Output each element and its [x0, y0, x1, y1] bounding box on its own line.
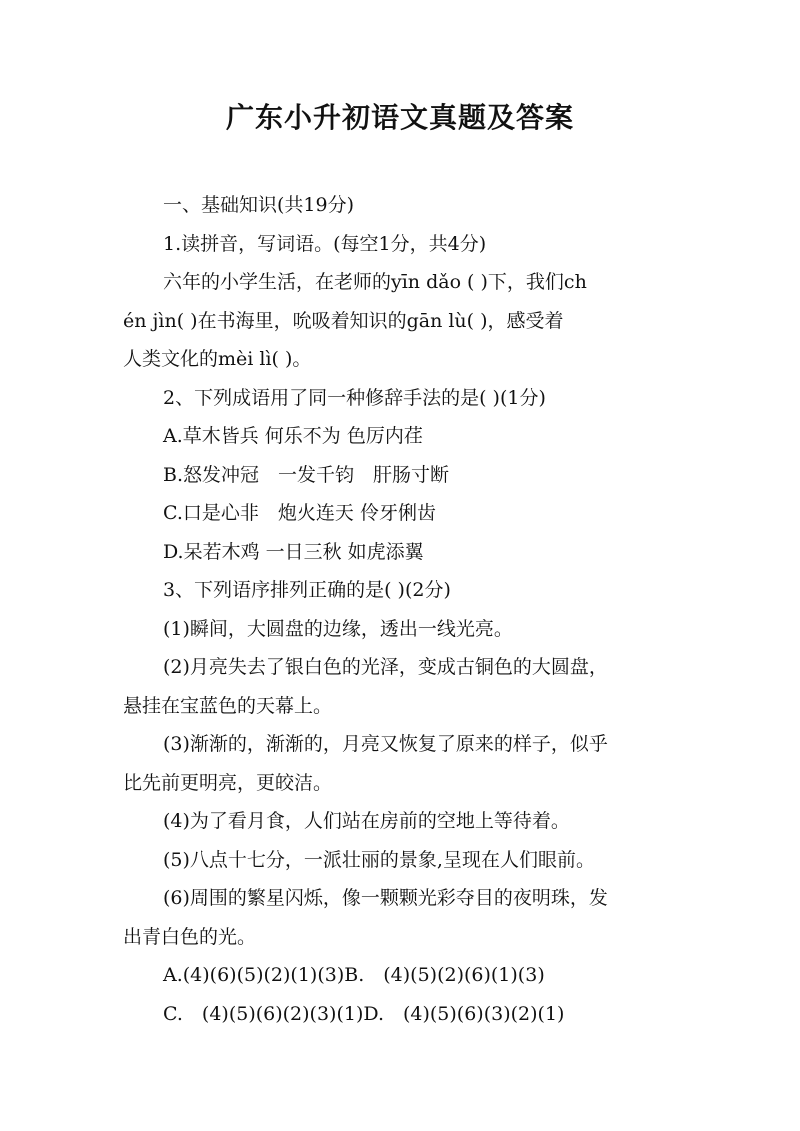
text-line: A.草木皆兵 何乐不为 色厉内荏	[163, 425, 423, 447]
section-heading-basics	[123, 186, 679, 225]
question-2	[123, 379, 679, 418]
text-line: én jìn( )在书海里，吮吸着知识的gān lù( )，感受着	[123, 309, 564, 332]
text-line: 一、基础知识(共19分)	[163, 194, 355, 216]
page-title: 广东小升初语文真题及答案	[225, 101, 574, 134]
question-1	[123, 225, 679, 264]
text-line: C.口是心非 炮火连天 伶牙俐齿	[163, 502, 436, 524]
sentence-6	[123, 879, 679, 956]
sentence-2	[123, 648, 679, 725]
sentence-1	[123, 610, 679, 649]
question-1-passage	[123, 263, 679, 379]
text-line: (3)渐渐的，渐渐的，月亮又恢复了原来的样子，似乎	[163, 733, 608, 755]
text-line: 1.读拼音，写词语。(每空1分，共4分)	[163, 232, 487, 255]
sentence-3	[123, 725, 679, 802]
text-line: 人类文化的mèi lì( )。	[123, 348, 312, 370]
option-a	[123, 417, 679, 456]
option-d	[123, 533, 679, 572]
option-c	[123, 494, 679, 533]
document-body	[123, 186, 679, 1033]
text-line: (2)月亮失去了银白色的光泽，变成古铜色的大圆盘，	[163, 656, 608, 678]
option-b	[123, 456, 679, 495]
text-line: (6)周围的繁星闪烁，像一颗颗光彩夺目的夜明珠，发	[163, 887, 608, 909]
text-line: (1)瞬间，大圆盘的边缘，透出一线光亮。	[163, 617, 513, 640]
text-line: 3、下列语序排列正确的是( )(2分)	[163, 579, 451, 601]
text-line: 2、下列成语用了同一种修辞手法的是( )(1分)	[163, 386, 546, 409]
text-line: 比先前更明亮，更皎洁。	[123, 771, 333, 794]
text-line: (5)八点十七分，一派壮丽的景象,呈现在人们眼前。	[163, 848, 595, 871]
sentence-4	[123, 802, 679, 841]
text-line: C. (4)(5)(6)(2)(3)(1)D. (4)(5)(6)(3)(2)(1)	[163, 1002, 565, 1025]
text-line: 悬挂在宝蓝色的天幕上。	[123, 694, 333, 717]
text-line: 出青白色的光。	[123, 925, 257, 948]
text-line: 六年的小学生活，在老师的yīn dǎo ( )下，我们ch	[163, 271, 587, 293]
text-line: B.怒发冲冠 一发千钧 肝肠寸断	[163, 463, 450, 486]
answer-options-cd	[123, 995, 679, 1034]
sentence-5	[123, 841, 679, 880]
answer-options-ab	[123, 956, 679, 995]
text-line: (4)为了看月食，人们站在房前的空地上等待着。	[163, 810, 570, 832]
text-line: D.呆若木鸡 一日三秋 如虎添翼	[163, 540, 424, 563]
question-3	[123, 571, 679, 610]
text-line: A.(4)(6)(5)(2)(1)(3)B. (4)(5)(2)(6)(1)(3)	[163, 964, 545, 986]
